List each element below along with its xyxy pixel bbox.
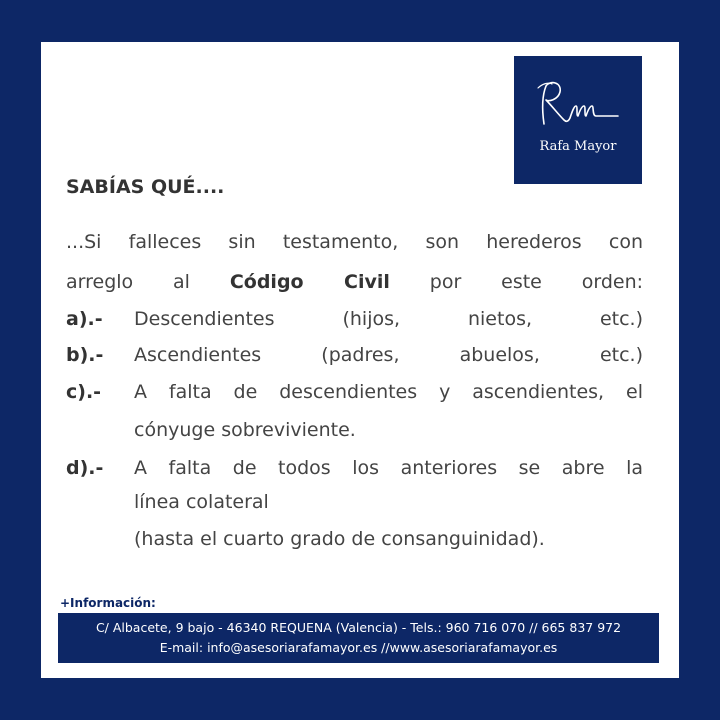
list-item-label: d).- [66, 457, 104, 479]
rm-monogram-icon [530, 76, 626, 136]
intro-line-2 [66, 262, 643, 302]
intro-line-2-start: arreglo al [66, 271, 230, 293]
info-label: +Información: [60, 596, 156, 610]
list-item-text: A falta de descendientes y ascendientes, el [134, 381, 643, 403]
list-item-label: a).- [66, 308, 103, 330]
page-title: SABÍAS QUÉ.... [66, 176, 225, 198]
list-item-text: Descendientes (hijos, nietos, etc.) [134, 308, 643, 330]
list-item-text: cónyuge sobreviviente. [134, 419, 356, 441]
codigo-civil-bold: Código Civil [229, 271, 390, 293]
logo-name: Rafa Mayor [539, 139, 617, 154]
list-item-text: línea colateral [134, 491, 269, 513]
contact-line: E-mail: info@asesoriarafamayor.es //www.asesoriarafamayor.es [159, 640, 558, 655]
list-item-label: c).- [66, 381, 102, 403]
list-item-text: (hasta el cuarto grado de consanguinidad). [134, 528, 545, 550]
intro-line-2-end: por este orden: [389, 271, 644, 293]
list-item-label: b).- [66, 344, 104, 366]
intro-line-1: ...Si falleces sin testamento, son herederos con [66, 231, 643, 253]
notice-card [41, 42, 679, 678]
rafa-mayor-logo [514, 56, 642, 184]
list-item-text: Ascendientes (padres, abuelos, etc.) [134, 344, 643, 366]
address-line: C/ Albacete, 9 bajo - 46340 REQUENA (Valencia) - Tels.: 960 716 070 // 665 837 972 [95, 620, 622, 635]
intro-paragraph [66, 222, 643, 302]
list-item-text: A falta de todos los anteriores se abre la [134, 457, 643, 479]
contact-bar [58, 613, 659, 663]
